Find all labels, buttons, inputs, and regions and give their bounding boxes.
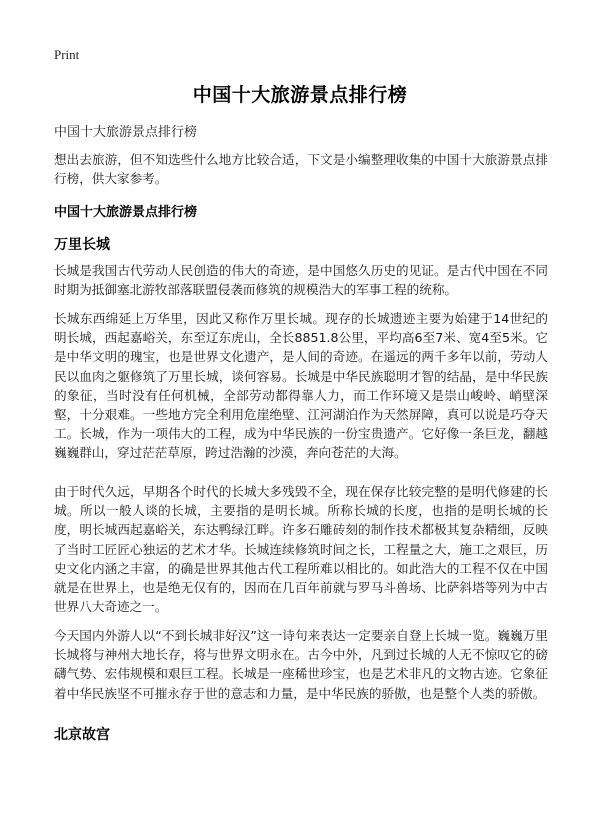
great-wall-paragraph-4: 今天国内外游人以“不到长城非好汉”这一诗句来表达一定要亲自登上长城一览。巍巍万里长城将与神州大地长存，将与世界文明永在。古今中外，凡到过长城的人无不惊叹它的磅礴气势、宏伟规模和艰巨工程。长城是一座稀世珍宝，也是艺术非凡的文物古迹。它象征着中华民族坚不可摧永存于世的意志和力量，是中华民族的骄傲，也是整个人类的骄傲。	[54, 628, 548, 701]
great-wall-heading: 万里长城	[54, 237, 110, 253]
section-heading: 中国十大旅游景点排行榜	[54, 205, 198, 220]
great-wall-paragraph-1: 长城是我国古代劳动人民创造的伟大的奇迹，是中国悠久历史的见证。是古代中国在不同时期为抵御塞北游牧部落联盟侵袭而修筑的规模浩大的军事工程的统称。	[54, 263, 548, 298]
document-subtitle: 中国十大旅游景点排行榜	[54, 125, 198, 140]
forbidden-city-heading: 北京故宫	[54, 727, 110, 743]
great-wall-paragraph-3: 由于时代久远，早期各个时代的长城大多残毁不全，现在保存比较完整的是明代修建的长城。所以一般人谈的长城，主要指的是明长城。所称长城的长度，也指的是明长城的长度，明长城西起嘉峪关，东达鸭绿江畔。许多石雕砖刻的制作技术都极其复杂精细，反映了当时工匠匠心独运的艺术才华。长城连续修筑时间之长，工程量之大，施工之艰巨，历史文化内涵之丰富，的确是世界其他古代工程所难以相比的。如此浩大的工程不仅在中国就是在世界上，也是绝无仅有的，因而在几百年前就与罗马斗兽场、比萨斜塔等列为中古世界八大奇迹之一。	[54, 484, 548, 615]
great-wall-paragraph-2: 长城东西绵延上万华里，因此又称作万里长城。现存的长城遗迹主要为始建于14世纪的明长城，西起嘉峪关，东至辽东虎山，全长8851.8公里，平均高6至7米、宽4至5米。它是中华文明的瑰宝，也是世界文化遗产，是人间的奇迹。在遥远的两千多年以前，劳动人民以血肉之躯修筑了万里长城，谈何容易。长城是中华民族聪明才智的结晶，是中华民族的象征，当时没有任何机械，全部劳动都得靠人力，而工作环境又是崇山峻岭、峭壁深壑，十分艰难。一些地方完全利用危崖绝壁、江河湖泊作为天然屏障，真可以说是巧夺天工。长城，作为一项伟大的工程，成为中华民族的一份宝贵遗产。它好像一条巨龙，翻越巍巍群山，穿过茫茫草原，跨过浩瀚的沙漠，奔向苍茫的大海。	[54, 311, 548, 461]
print-link[interactable]: Print	[54, 47, 80, 62]
page-title: 中国十大旅游景点排行榜	[192, 84, 408, 106]
intro-paragraph: 想出去旅游，但不知选些什么地方比较合适，下文是小编整理收集的中国十大旅游景点排行榜，供大家参考。	[54, 152, 548, 187]
